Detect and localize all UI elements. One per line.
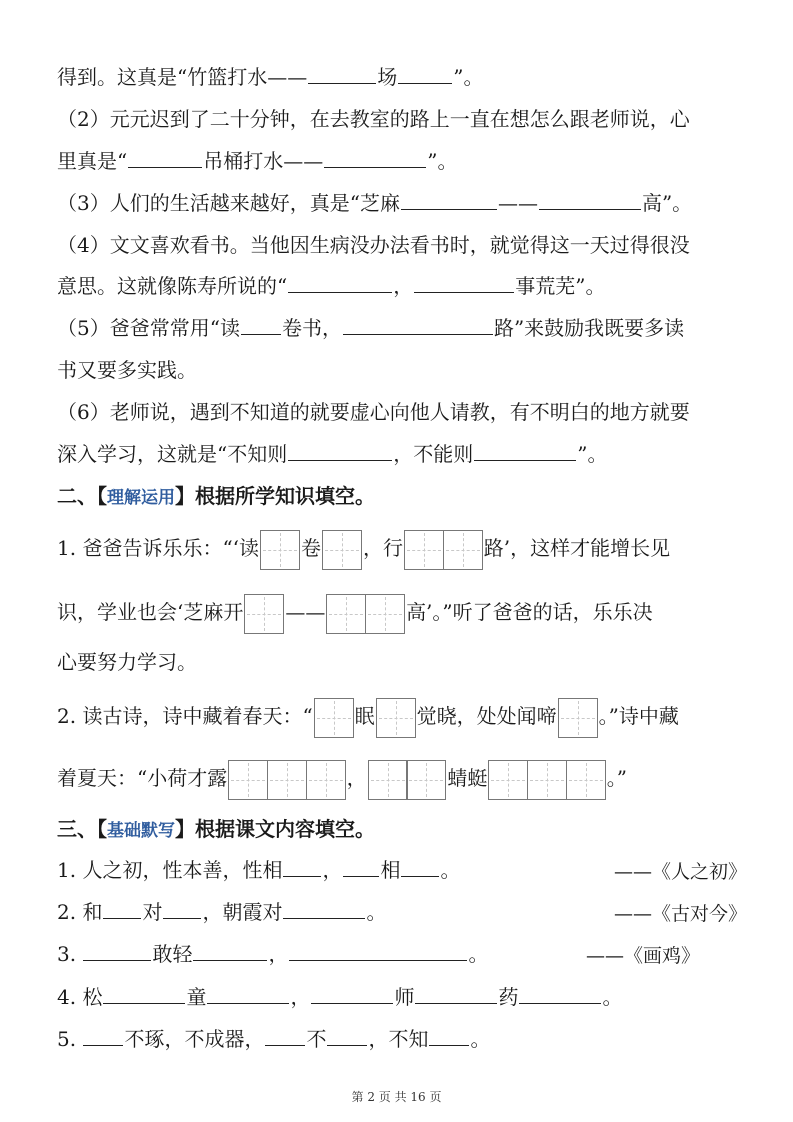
text-line: 深入学习，这就是“不知则 ，不能则 ”。	[57, 442, 608, 466]
answer-blank[interactable]	[401, 856, 439, 877]
answer-blank[interactable]	[343, 856, 379, 877]
text-line: 2. 读古诗，诗中藏着春天：“ 眠 觉晓，处处闻啼 。”诗中藏	[57, 696, 679, 738]
char-grid[interactable]	[260, 530, 300, 570]
char-grid[interactable]	[244, 594, 284, 634]
answer-blank[interactable]	[415, 983, 497, 1004]
answer-blank[interactable]	[327, 1025, 367, 1046]
answer-blank[interactable]	[83, 1025, 123, 1046]
answer-blank[interactable]	[103, 983, 185, 1004]
answer-blank[interactable]	[324, 147, 426, 168]
text-line: 1. 爸爸告诉乐乐：“‘读 卷 ，行 路’，这样才能增长见	[57, 528, 670, 570]
text-line: （2）元元迟到了二十分钟，在去教室的路上一直在想怎么跟老师说，心	[57, 107, 690, 131]
answer-blank[interactable]	[308, 63, 376, 84]
page-number: 第 2 页 共 16 页	[351, 1090, 442, 1104]
answer-blank[interactable]	[539, 189, 641, 210]
answer-blank[interactable]	[283, 898, 365, 919]
answer-blank[interactable]	[103, 898, 141, 919]
text-line: 4. 松 童 ， 师 药 。	[57, 985, 623, 1009]
answer-blank[interactable]	[519, 983, 601, 1004]
section-tag: 基础默写	[107, 821, 175, 841]
text-line: 意思。这就像陈寿所说的“ ， 事荒芜”。	[57, 274, 606, 298]
answer-blank[interactable]	[241, 314, 281, 335]
answer-blank[interactable]	[401, 189, 497, 210]
answer-blank[interactable]	[398, 63, 452, 84]
char-grid[interactable]	[326, 594, 405, 634]
section-heading: 二、【理解运用】根据所学知识填空。	[57, 484, 375, 508]
text-line: 识，学业也会‘芝麻开 —— 高’。”听了爸爸的话，乐乐决	[57, 592, 653, 634]
char-grid[interactable]	[558, 698, 598, 738]
char-grid[interactable]	[488, 760, 605, 800]
source-citation: ——《画鸡》	[586, 945, 701, 967]
text-line: （6）老师说，遇到不知道的就要虚心向他人请教，有不明白的地方就要	[57, 400, 690, 424]
source-citation: ——《人之初》	[614, 861, 748, 883]
answer-blank[interactable]	[207, 983, 289, 1004]
answer-blank[interactable]	[283, 856, 321, 877]
text-line: 书又要多实践。	[57, 358, 197, 382]
text-line: （4）文文喜欢看书。当他因生病没办法看书时，就觉得这一天过得很没	[57, 233, 690, 257]
answer-blank[interactable]	[474, 440, 576, 461]
text-line: （3）人们的生活越来越好，真是“芝麻 —— 高”。	[57, 191, 693, 215]
char-grid[interactable]	[368, 760, 447, 800]
text-line: 里真是“ 吊桶打水—— ”。	[57, 149, 458, 173]
answer-blank[interactable]	[193, 940, 267, 961]
char-grid[interactable]	[376, 698, 416, 738]
answer-blank[interactable]	[414, 272, 514, 293]
char-grid[interactable]	[404, 530, 483, 570]
text-line: 3. 敢轻 ， 。	[57, 942, 489, 966]
text-line: 2. 和 对 ，朝霞对 。	[57, 900, 387, 924]
answer-blank[interactable]	[128, 147, 202, 168]
text-line: （5）爸爸常常用“读 卷书， 路”来鼓励我既要多读	[57, 316, 685, 340]
answer-blank[interactable]	[311, 983, 393, 1004]
text-line: 得到。这真是“竹篮打水—— 场 ”。	[57, 65, 484, 89]
answer-blank[interactable]	[163, 898, 201, 919]
section-tag: 理解运用	[107, 488, 175, 508]
text-line: 5. 不琢，不成器， 不 ，不知 。	[57, 1027, 491, 1051]
text-line: 1. 人之初，性本善，性相 ， 相 。	[57, 858, 461, 882]
text-line: 心要努力学习。	[57, 650, 197, 674]
text-line: 着夏天：“小荷才露 ， 蜻蜓 。”	[57, 758, 627, 800]
char-grid[interactable]	[314, 698, 354, 738]
answer-blank[interactable]	[83, 940, 151, 961]
answer-blank[interactable]	[429, 1025, 469, 1046]
answer-blank[interactable]	[343, 314, 493, 335]
answer-blank[interactable]	[288, 272, 392, 293]
section-heading: 三、【基础默写】根据课文内容填空。	[57, 817, 375, 841]
answer-blank[interactable]	[265, 1025, 305, 1046]
char-grid[interactable]	[228, 760, 345, 800]
answer-blank[interactable]	[289, 940, 467, 961]
source-citation: ——《古对今》	[614, 903, 748, 925]
answer-blank[interactable]	[288, 440, 392, 461]
char-grid[interactable]	[322, 530, 362, 570]
